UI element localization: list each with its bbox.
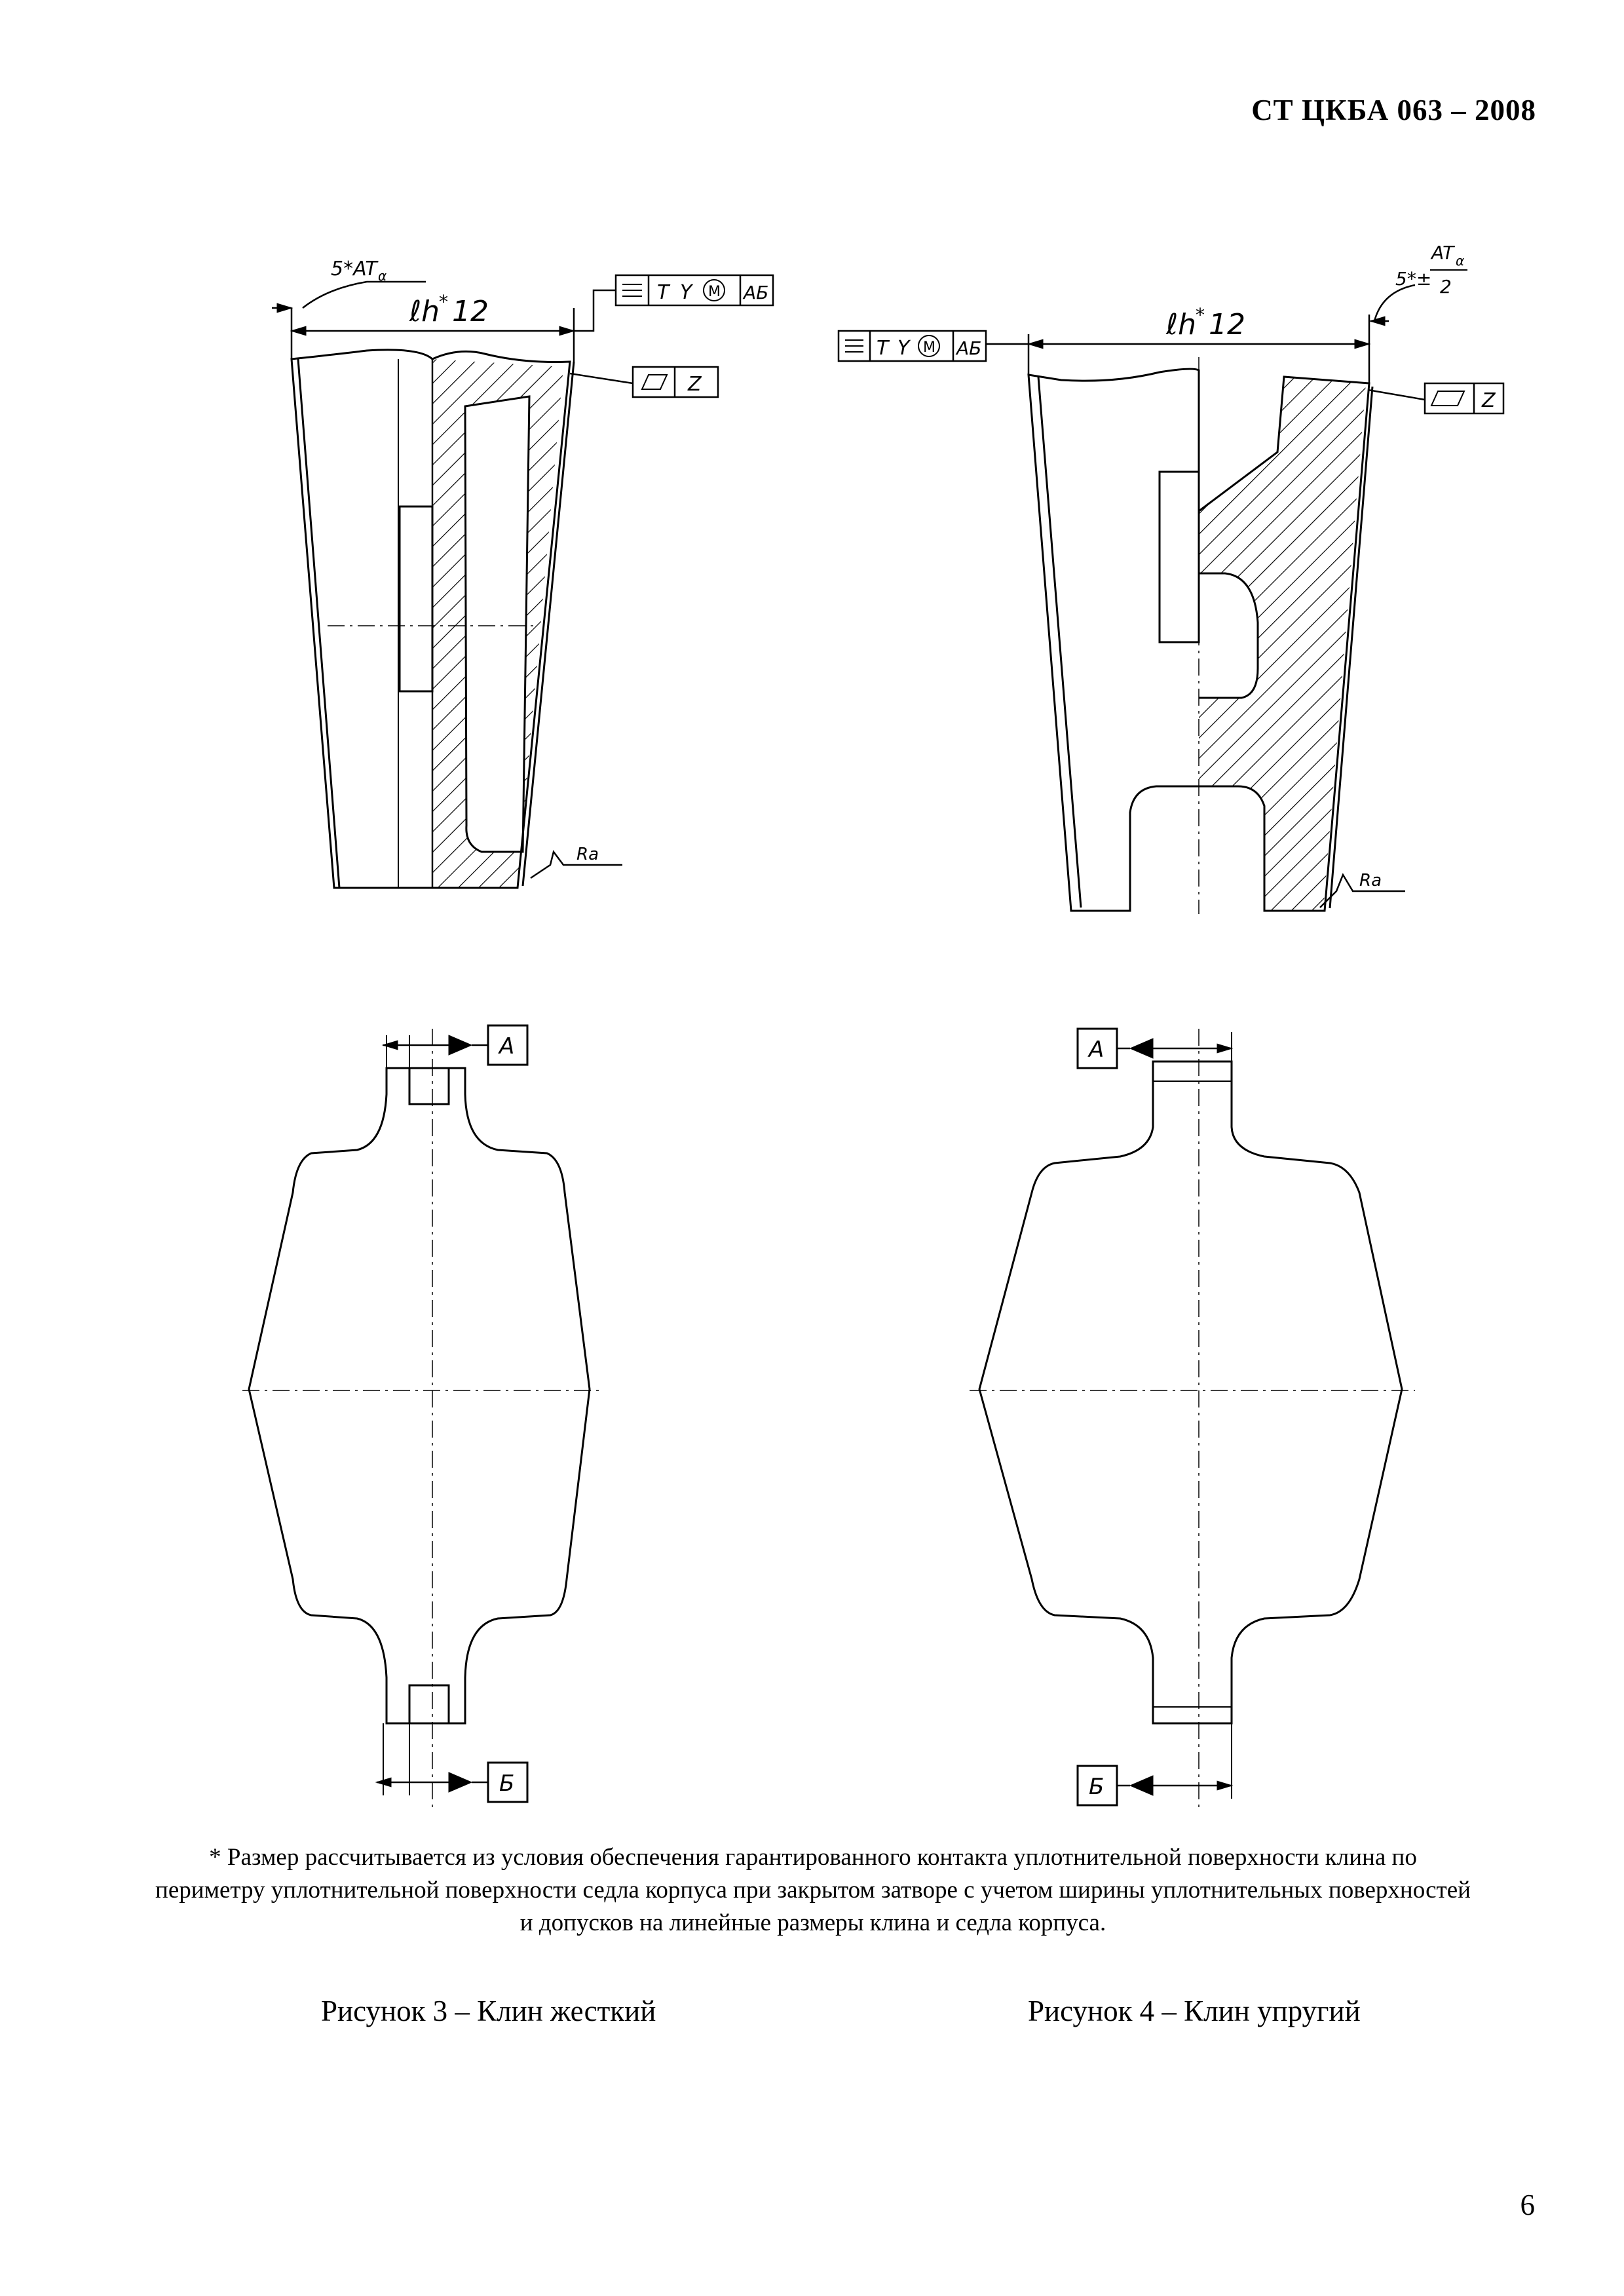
fig4-dim-width-grade: 12: [1209, 308, 1245, 341]
page-number: 6: [1520, 2189, 1535, 2221]
fig3-frame-datum: АБ: [744, 282, 769, 303]
fig3-datum-b: Б: [499, 1770, 515, 1797]
figure4-side-view: [1029, 357, 1372, 914]
document-code-header: СТ ЦКБА 063 – 2008: [1251, 94, 1536, 126]
fig4-frame-m: M: [923, 339, 935, 356]
fig4-datum-b: Б: [1089, 1774, 1105, 1800]
fig4-plan-outline: [979, 1062, 1402, 1723]
fig4-dim-width: ℓh: [1166, 308, 1197, 341]
fig4-dim-width-sup: *: [1196, 304, 1205, 326]
fig4-frame-flat-tol: Z: [1482, 389, 1496, 412]
figure3-plan-view: [242, 1025, 599, 1808]
fig4-dim-frac-den: 2: [1440, 276, 1452, 297]
figure3-side-view: [292, 350, 574, 888]
fig3-dim-width-sup: *: [439, 291, 448, 313]
fig3-dim-width-grade: 12: [452, 295, 489, 328]
fig3-plan-outline: [249, 1068, 590, 1723]
figure4-caption: Рисунок 4 – Клин упругий: [1028, 1995, 1361, 2027]
fig3-dim-top-sub: α: [378, 268, 387, 284]
figure4-plan-view: [970, 1029, 1415, 1808]
fig3-dim-top-tol: 5*AT: [331, 258, 377, 280]
fig4-datum-a: А: [1089, 1037, 1105, 1063]
fig3-frame-mod: Y: [680, 281, 692, 304]
footnote: * Размер рассчитывается из условия обеспечения гарантированного контакта уплотнительной поверхности клина по периметру уплотнительной поверхности седла корпуса при закрытом затворе с учетом ширины уплотнительных поверхностей и допусков на линейные размеры клина и седла корпуса.: [155, 1844, 1471, 1936]
fig4-roughness: Ra: [1359, 871, 1382, 890]
fig3-roughness: Ra: [576, 845, 599, 864]
fig4-frame-mod: Y: [897, 337, 910, 360]
fig4-dim-frac-num: AT: [1431, 242, 1454, 263]
fig3-frame-m: M: [708, 284, 721, 300]
fig4-section-hatched-area: [1199, 377, 1366, 911]
fig3-datum-a: А: [499, 1033, 515, 1060]
figure3-caption: Рисунок 3 – Клин жесткий: [321, 1995, 656, 2027]
fig4-frame-datum: АБ: [956, 337, 982, 359]
fig4-dim-frac-sub: α: [1456, 253, 1465, 269]
fig3-frame-flatness: [633, 367, 718, 397]
fig4-frame-tol: T: [877, 337, 889, 360]
fig4-dim-top-tol: 5*±: [1395, 268, 1432, 290]
fig3-frame-tol: T: [657, 281, 670, 304]
fig3-frame-flat-tol: Z: [688, 373, 702, 396]
fig3-dim-width: ℓh: [409, 295, 440, 328]
